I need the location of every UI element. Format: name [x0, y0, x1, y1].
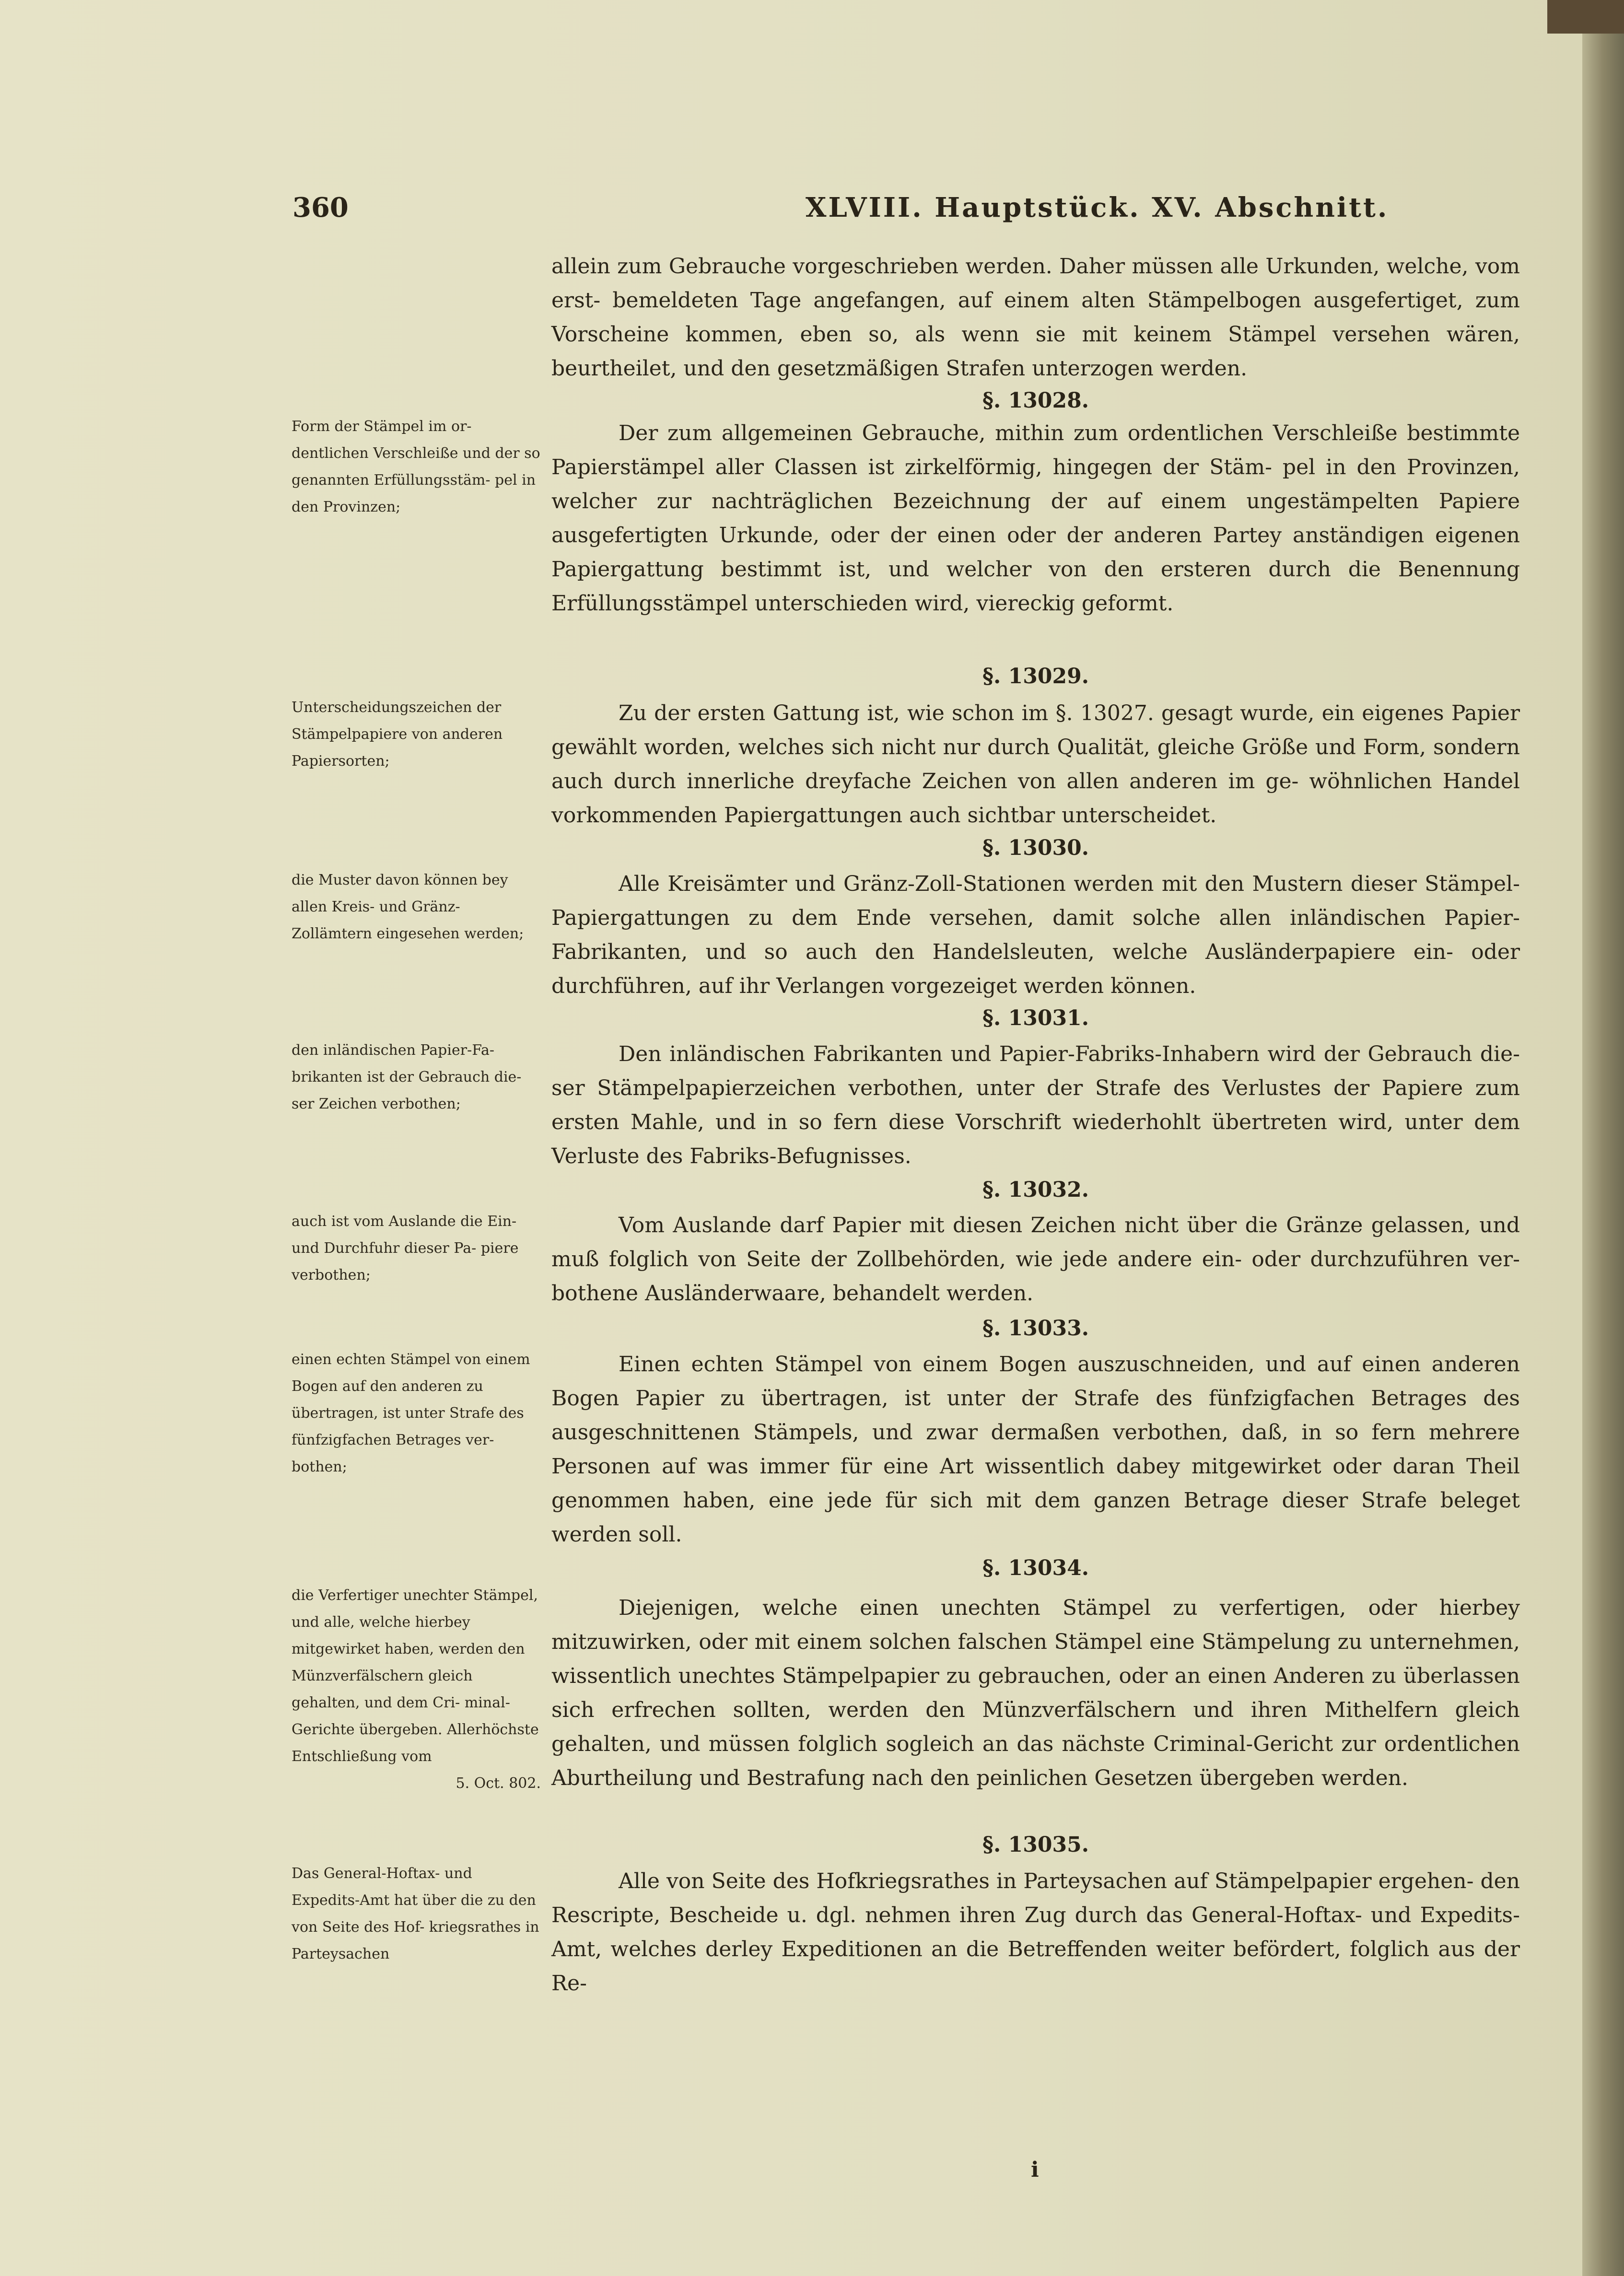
section-text: Zu der ersten Gattung ist, wie schon im §. 13027. gesagt wurde, ein eigenes Papier gewählt worden, welches sich nicht nur durch Qualität, gleiche Größe und Form, sondern auch durch innerliche dreyfache Zeichen von allen anderen im ge- wöhnlichen Handel vorkommenden Papiergattungen auch sichtbar unterscheidet.: [551, 701, 1520, 828]
section-heading: §. 13030.: [982, 836, 1089, 860]
section-text: Alle Kreisämter und Gränz-Zoll-Stationen werden mit den Mustern dieser Stämpel- Papiergattungen zu dem Ende versehen, damit solche allen inländischen Papier-Fabrikanten, und so auch den Handelsleuten, welche Ausländerpapiere ein- oder durchführen, auf ihr Verlangen vorgezeiget werden können.: [551, 872, 1520, 998]
section-text: Alle von Seite des Hofkriegsrathes in Parteysachen auf Stämpelpapier ergehen- den Rescripte, Bescheide u. dgl. nehmen ihren Zug durch das General-Hoftax- und Expedits- Amt, welches derley Expeditionen an die Betreffenden weiter befördert, folglich aus der Re-: [551, 1869, 1520, 1996]
intro-paragraph: allein zum Gebrauche vorgeschrieben werden. Daher müssen alle Urkunden, welche, vom erst- bemeldeten Tage angefangen, auf einem alten Stämpelbogen ausgefertiget, zum Vorscheine kommen, eben so, als wenn sie mit keinem Stämpel versehen wären, beurtheilet, und den gesetzmäßigen Strafen unterzogen werden.: [551, 254, 1520, 381]
margin-note: die Muster davon können bey allen Kreis- und Gränz- Zollämtern eingesehen werden;: [292, 872, 524, 942]
running-head: XLVIII. Hauptstück. XV. Abschnitt.: [806, 192, 1389, 223]
section-text: Diejenigen, welche einen unechten Stämpel zu verfertigen, oder hierbey mitzuwirken, oder mit einem solchen falschen Stämpel eine Stämpelung zu unternehmen, wissentlich unechtes Stämpelpapier zu gebrauchen, oder an einen Anderen zu überlassen sich erfrechen sollten, werden den Münzverfälschern und ihren Mithelfern gleich gehalten, und müssen folglich sogleich an das nächste Criminal-Gericht zur ordentlichen Aburtheilung und Bestrafung nach den peinlichen Gesetzen übergeben werden.: [551, 1596, 1520, 1790]
section-heading: §. 13032.: [982, 1178, 1089, 1202]
section-text: Einen echten Stämpel von einem Bogen auszuschneiden, und auf einen anderen Bogen Papier zu übertragen, ist unter der Strafe des fünfzigfachen Betrages des ausgeschnittenen Stämpels, und zwar dermaßen verbothen, daß, in so fern mehrere Personen auf was immer für eine Art wissentlich dabey mitgewirket oder daran Theil genommen haben, eine jede für sich mit dem ganzen Betrage dieser Strafe beleget werden soll.: [551, 1352, 1520, 1547]
margin-note: auch ist vom Auslande die Ein- und Durchfuhr dieser Pa- piere verbothen;: [292, 1213, 519, 1284]
cover-corner: [1547, 0, 1624, 34]
book-spine: [1582, 0, 1624, 2276]
margin-note: Unterscheidungszeichen der Stämpelpapiere von anderen Papiersorten;: [292, 699, 503, 770]
section-heading: §. 13028.: [982, 388, 1089, 413]
section-heading: §. 13035.: [982, 1832, 1089, 1857]
signature-mark: i: [1031, 2158, 1039, 2182]
margin-note-text: die Verfertiger unechter Stämpel, und alle, welche hierbey mitgewirket haben, werden den Münzverfälschern gleich gehalten, und dem Cri- minal-Gerichte übergeben. Allerhöchste Entschließung vom: [292, 1587, 539, 1765]
margin-note: Das General-Hoftax- und Expedits-Amt hat über die zu den von Seite des Hof- kriegsrathes in Parteysachen: [292, 1865, 539, 1962]
margin-note: den inländischen Papier-Fa- brikanten ist der Gebrauch die- ser Zeichen verbothen;: [292, 1042, 522, 1112]
section-heading: §. 13029.: [982, 664, 1089, 689]
page-number: 360: [292, 192, 349, 223]
page-header: [292, 192, 1525, 230]
section-heading: §. 13033.: [982, 1316, 1089, 1341]
margin-note-date: 5. Oct. 802.: [456, 1775, 541, 1792]
section-heading: §. 13034.: [982, 1556, 1089, 1580]
section-heading: §. 13031.: [982, 1006, 1089, 1030]
section-text: Den inländischen Fabrikanten und Papier-Fabriks-Inhabern wird der Gebrauch die- ser Stämpelpapierzeichen verbothen, unter der Strafe des Verlustes der Papiere zum ersten Mahle, und in so fern diese Vorschrift wiederhohlt übertreten wird, unter dem Verluste des Fabriks-Befugnisses.: [551, 1042, 1520, 1168]
section-text: Vom Auslande darf Papier mit diesen Zeichen nicht über die Gränze gelassen, und muß folglich von Seite der Zollbehörden, wie jede andere ein- oder durchzuführen ver- bothene Ausländerwaare, behandelt werden.: [551, 1213, 1520, 1306]
margin-note: einen echten Stämpel von einem Bogen auf den anderen zu übertragen, ist unter Strafe des fünfzigfachen Betrages ver- bothen;: [292, 1351, 530, 1475]
margin-note: [292, 1582, 541, 1797]
section-text: Der zum allgemeinen Gebrauche, mithin zum ordentlichen Verschleiße bestimmte Papierstämpel aller Classen ist zirkelförmig, hingegen der Stäm- pel in den Provinzen, welcher zur nachträglichen Bezeichnung der auf einem ungestämpelten Papiere ausgefertigten Urkunde, oder der einen oder der anderen Partey anständigen eigenen Papiergattung bestimmt ist, und welcher von den ersteren durch die Benennung Erfüllungsstämpel unterschieden wird, viereckig geformt.: [551, 421, 1520, 616]
margin-note: Form der Stämpel im or- dentlichen Verschleiße und der so genannten Erfüllungsstäm- pel in den Provinzen;: [292, 418, 540, 515]
